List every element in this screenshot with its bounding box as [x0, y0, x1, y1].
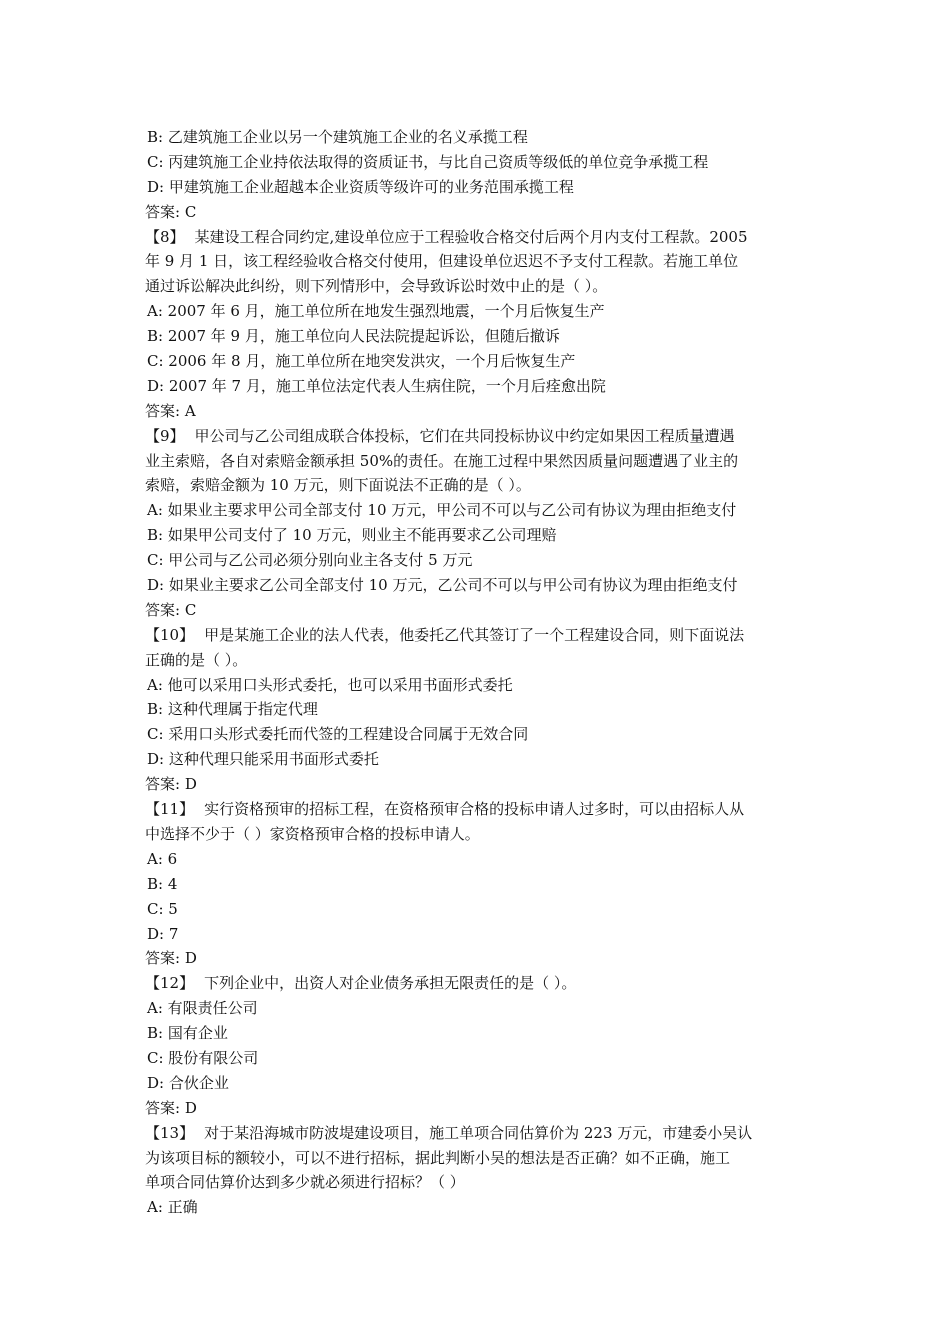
question-stem-first-line — [145, 1121, 815, 1146]
question-text: 某建设工程合同约定,建设单位应于工程验收合格交付后两个月内支付工程款。2005 — [194, 227, 748, 246]
question-text: 实行资格预审的招标工程，在资格预审合格的投标申请人过多时，可以由招标人从 — [204, 800, 745, 819]
question-stem-first-line — [145, 971, 815, 996]
answer-option: A: 正确 — [147, 1198, 198, 1217]
answer-option: C: 采用口头形式委托而代签的工程建设合同属于无效合同 — [147, 725, 529, 744]
question-text: 单项合同估算价达到多少就必须进行招标？（ ） — [145, 1173, 465, 1192]
question-stem-line — [145, 274, 815, 299]
answer-option: B: 如果甲公司支付了 10 万元，则业主不能再要求乙公司理赔 — [147, 526, 557, 545]
question-text: 业主索赔，各自对索赔金额承担 50%的责任。在施工过程中果然因质量问题遭遇了业主的 — [145, 451, 739, 470]
answer-option: D: 这种代理只能采用书面形式委托 — [147, 750, 379, 769]
question-text: 中选择不少于（ ）家资格预审合格的投标申请人。 — [145, 824, 480, 843]
answer-option: B: 国有企业 — [147, 1024, 228, 1043]
answer-option: A: 有限责任公司 — [147, 999, 258, 1018]
question-number: 【9】 — [145, 426, 185, 445]
answer-option: C: 2006 年 8 月，施工单位所在地突发洪灾，一个月后恢复生产 — [147, 352, 576, 371]
question-text: 通过诉讼解决此纠纷，则下列情形中，会导致诉讼时效中止的是（ ）。 — [145, 277, 608, 296]
answer-option: A: 如果业主要求甲公司全部支付 10 万元，甲公司不可以与乙公司有协议为理由拒绝支付 — [147, 501, 737, 520]
question-text: 年 9 月 1 日，该工程经验收合格交付使用，但建设单位迟迟不予支付工程款。若施工单位 — [145, 252, 739, 271]
answer-option: D: 2007 年 7 月，施工单位法定代表人生病住院，一个月后痊愈出院 — [147, 376, 606, 395]
question-stem-first-line — [145, 623, 815, 648]
document-page — [145, 125, 815, 1220]
answer-option: B: 乙建筑施工企业以另一个建筑施工企业的名义承揽工程 — [147, 128, 528, 146]
question-number: 【13】 — [145, 1123, 195, 1142]
answer-option: D: 7 — [147, 924, 179, 943]
answer-option: A: 2007 年 6 月，施工单位所在地发生强烈地震，一个月后恢复生产 — [147, 302, 605, 321]
answer-option: A: 他可以采用口头形式委托，也可以采用书面形式委托 — [147, 675, 513, 694]
question-stem-line — [145, 1146, 815, 1171]
answer-option: D: 甲建筑施工企业超越本企业资质等级许可的业务范围承揽工程 — [147, 177, 574, 196]
question-stem-first-line — [145, 424, 815, 449]
answer-key: 答案: D — [145, 949, 197, 968]
question-stem-line — [145, 449, 815, 474]
answer-option: D: 合伙企业 — [147, 1073, 229, 1092]
question-stem-first-line — [145, 225, 815, 250]
answer-option: A: 6 — [147, 849, 178, 868]
question-stem-line — [145, 1170, 815, 1195]
answer-option: B: 4 — [147, 874, 178, 893]
question-text: 索赔，索赔金额为 10 万元，则下面说法不正确的是（ ）。 — [145, 476, 531, 495]
answer-key: 答案: A — [145, 401, 196, 420]
question-number: 【11】 — [145, 800, 195, 819]
answer-option: C: 5 — [147, 899, 178, 918]
question-text: 正确的是（ ）。 — [145, 650, 248, 669]
question-number: 【12】 — [145, 974, 195, 993]
answer-key: 答案: C — [145, 600, 197, 619]
answer-option: D: 如果业主要求乙公司全部支付 10 万元，乙公司不可以与甲公司有协议为理由拒绝支付 — [147, 576, 738, 595]
question-number: 【8】 — [145, 227, 185, 246]
answer-option: C: 股份有限公司 — [147, 1048, 259, 1067]
answer-key: 答案: D — [145, 775, 197, 794]
answer-option: B: 这种代理属于指定代理 — [147, 700, 318, 719]
question-stem-line — [145, 249, 815, 274]
answer-key: 答案: D — [145, 1098, 197, 1117]
question-stem-line — [145, 648, 815, 673]
answer-option: C: 丙建筑施工企业持依法取得的资质证书，与比自己资质等级低的单位竞争承揽工程 — [147, 152, 709, 171]
question-text: 甲是某施工企业的法人代表，他委托乙代其签订了一个工程建设合同，则下面说法 — [204, 625, 745, 644]
question-text: 为该项目标的额较小，可以不进行招标，据此判断小吴的想法是否正确？如不正确，施工 — [145, 1148, 731, 1167]
question-stem-line — [145, 473, 815, 498]
question-number: 【10】 — [145, 625, 195, 644]
answer-key: 答案: C — [145, 202, 197, 221]
question-stem-line — [145, 822, 815, 847]
question-text: 对于某沿海城市防波堤建设项目，施工单项合同估算价为 223 万元，市建委小吴认 — [204, 1123, 753, 1142]
question-stem-first-line — [145, 797, 815, 822]
answer-option: B: 2007 年 9 月，施工单位向人民法院提起诉讼，但随后撤诉 — [147, 327, 560, 346]
question-text: 下列企业中，出资人对企业债务承担无限责任的是（ ）。 — [204, 974, 577, 993]
question-text: 甲公司与乙公司组成联合体投标，它们在共同投标协议中约定如果因工程质量遭遇 — [194, 426, 735, 445]
answer-option: C: 甲公司与乙公司必须分别向业主各支付 5 万元 — [147, 551, 473, 570]
